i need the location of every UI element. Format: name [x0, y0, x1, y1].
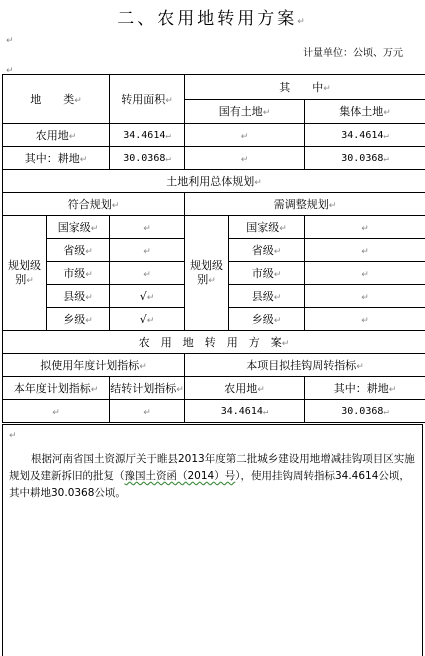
value-annual: ↵ — [3, 400, 110, 423]
adjust-mark: ↵ — [305, 308, 425, 331]
row-area: 30.0368↵ — [110, 147, 185, 170]
approval-text: 根据河南省国土资源厅关于睢县2013年度第二批城乡建设用地增减挂钩项目区实施规划及建新拆旧的批复（豫国土资函（2014）号），使用挂钩周转指标34.4614公顷，其中耕地30.0368公顷。 — [9, 453, 415, 499]
row-label: 其中：耕地↵ — [3, 147, 110, 170]
header-farmland: 农用地↵ — [185, 377, 305, 400]
level-label: 乡级↵ — [47, 308, 110, 331]
header-land-type: 地 类↵ — [3, 75, 110, 124]
table-row — [3, 400, 425, 423]
adjust-mark: ↵ — [305, 285, 425, 308]
header-planned-indicator: 拟使用年度计划指标↵ — [3, 354, 185, 377]
level-label: 国家级↵ — [229, 216, 305, 239]
header-collective-land: 集体土地↵ — [305, 99, 425, 124]
level-label: 国家级↵ — [47, 216, 110, 239]
level-label: 市级↵ — [47, 262, 110, 285]
page-title: 二、农用地转用方案↵ — [117, 9, 308, 29]
compliant-mark: √↵ — [110, 308, 185, 331]
header-state-land: 国有土地↵ — [185, 99, 305, 124]
paragraph-mark: ↵ — [6, 66, 14, 76]
plan-level-side-label: 规划级别↵ — [185, 216, 229, 331]
adjust-mark: ↵ — [305, 216, 425, 239]
level-label: 市级↵ — [229, 262, 305, 285]
value-cultivated: 30.0368↵ — [305, 400, 425, 423]
header-linked-indicator: 本项目拟挂钩周转指标↵ — [185, 354, 425, 377]
table-row — [3, 147, 425, 170]
section-plan-title: 土地利用总体规划↵ — [3, 170, 425, 193]
document-reference: 豫国土资函（2014）号 — [124, 470, 236, 482]
value-farmland: 34.4614↵ — [185, 400, 305, 423]
row-state: ↵ — [185, 147, 305, 170]
row-collective: 34.4614↵ — [305, 124, 425, 147]
header-converted-area: 转用面积↵ — [110, 75, 185, 124]
header-needs-adjust: 需调整规划↵ — [185, 193, 425, 216]
section-conversion-title: 农 用 地 转 用 方 案↵ — [3, 331, 425, 354]
row-state: ↵ — [185, 124, 305, 147]
header-compliant: 符合规划↵ — [3, 193, 185, 216]
adjust-mark: ↵ — [305, 239, 425, 262]
value-carryover: ↵ — [110, 400, 185, 423]
table-row — [3, 124, 425, 147]
compliant-mark: √↵ — [110, 285, 185, 308]
approval-paragraph — [2, 424, 423, 656]
compliant-mark: ↵ — [110, 262, 185, 285]
compliant-mark: ↵ — [110, 239, 185, 262]
header-of-which: 其 中↵ — [185, 75, 425, 100]
paragraph-mark: ↵ — [6, 36, 14, 46]
paragraph-mark: ↵ — [9, 431, 17, 441]
level-label: 县级↵ — [47, 285, 110, 308]
header-annual-plan: 本年度计划指标↵ — [3, 377, 110, 400]
level-label: 省级↵ — [47, 239, 110, 262]
land-conversion-table — [2, 74, 425, 423]
row-label: 农用地↵ — [3, 124, 110, 147]
adjust-mark: ↵ — [305, 262, 425, 285]
header-carryover-plan: 结转计划指标↵ — [110, 377, 185, 400]
plan-level-side-label: 规划级别↵ — [3, 216, 47, 331]
level-label: 县级↵ — [229, 285, 305, 308]
row-area: 34.4614↵ — [110, 124, 185, 147]
row-collective: 30.0368↵ — [305, 147, 425, 170]
level-label: 省级↵ — [229, 239, 305, 262]
header-cultivated: 其中：耕地↵ — [305, 377, 425, 400]
compliant-mark: ↵ — [110, 216, 185, 239]
unit-label: 计量单位：公顷、万元 — [303, 48, 403, 59]
level-label: 乡级↵ — [229, 308, 305, 331]
